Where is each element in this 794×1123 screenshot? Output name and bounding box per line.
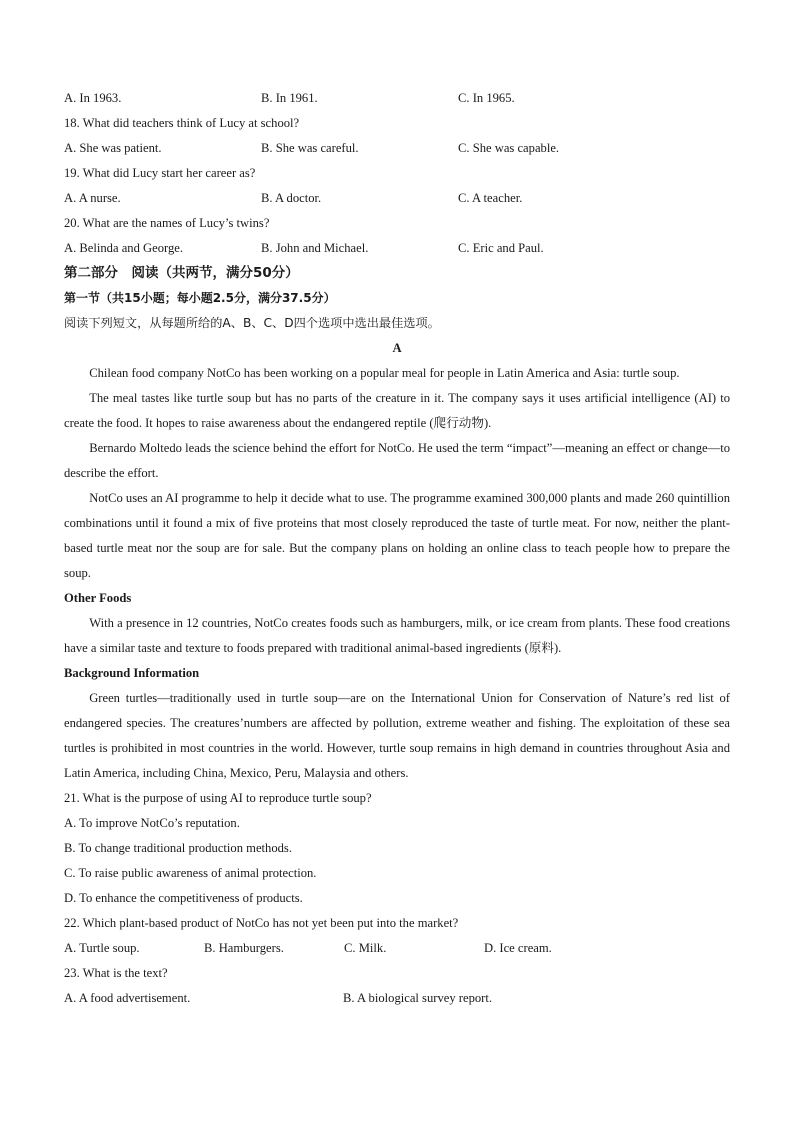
q22-option-b: B. Hamburgers. (204, 941, 284, 955)
q21-question: 21. What is the purpose of using AI to reproduce turtle soup? (64, 791, 372, 805)
other-foods-paragraph: With a presence in 12 countries, NotCo creates foods such as hamburgers, milk, or ice cream from plants. These food creations have a similar taste and texture to foods prepared with traditional animal-based ingredients (原料). (64, 616, 730, 655)
q20-option-a: A. Belinda and George. (64, 241, 184, 255)
q18-option-b: B. She was careful. (261, 141, 359, 155)
other-foods-heading: Other Foods (64, 591, 132, 605)
passage-paragraph-1: Chilean food company NotCo has been working on a popular meal for people in Latin America and Asia: turtle soup. (89, 366, 680, 380)
section1-instruction: 阅读下列短文，从每题所给的A、B、C、D四个选项中选出最佳选项。 (64, 316, 440, 330)
q18-option-a: A. She was patient. (64, 141, 162, 155)
q19-question: 19. What did Lucy start her career as? (64, 166, 256, 180)
q20-option-c: C. Eric and Paul. (458, 241, 544, 255)
q18-question: 18. What did teachers think of Lucy at school? (64, 116, 300, 130)
q19-options (64, 186, 730, 211)
q22-options (64, 936, 730, 961)
q19-option-b: B. A doctor. (261, 191, 322, 205)
q23-option-b: B. A biological survey report. (343, 991, 493, 1005)
passage-paragraph-4: NotCo uses an AI programme to help it decide what to use. The programme examined 300,000 plants and made 260 quintillion combinations until it found a mix of five proteins that most closely reproduced the taste of turtle meat. For now, neither the plant-based turtle meat nor the soup are for sale. But the company plans on holding an online class to teach people how to prepare the soup. (64, 491, 730, 580)
passage-label: A (392, 341, 402, 355)
part2-heading: 第二部分 阅读（共两节，满分50分） (64, 265, 299, 281)
q21-option-d: D. To enhance the competitiveness of products. (64, 891, 303, 905)
q17-option-c: C. In 1965. (458, 91, 515, 105)
exam-page (64, 86, 730, 1011)
q23-option-a: A. A food advertisement. (64, 991, 191, 1005)
q22-question: 22. Which plant-based product of NotCo has not yet been put into the market? (64, 916, 459, 930)
q23-options (64, 986, 730, 1011)
q17-options (64, 86, 730, 111)
q19-option-a: A. A nurse. (64, 191, 121, 205)
q17-option-b: B. In 1961. (261, 91, 318, 105)
q21-option-c: C. To raise public awareness of animal protection. (64, 866, 317, 880)
q20-question: 20. What are the names of Lucy’s twins? (64, 216, 270, 230)
q21-option-b: B. To change traditional production methods. (64, 841, 292, 855)
background-paragraph: Green turtles—traditionally used in turtle soup—are on the International Union for Conservation of Nature’s red list of endangered species. The creatures’numbers are affected by pollution, extreme weather and fishing. The exploitation of these sea turtles is prohibited in most countries in the world. However, turtle soup remains in high demand in countries throughout Asia and Latin America, including China, Mexico, Peru, Malaysia and others. (64, 691, 730, 780)
q23-question: 23. What is the text? (64, 966, 168, 980)
q20-options (64, 236, 730, 261)
q22-option-d: D. Ice cream. (484, 941, 552, 955)
passage-paragraph-3: Bernardo Moltedo leads the science behind the effort for NotCo. He used the term “impact”—meaning an effect or change—to describe the effort. (64, 441, 730, 480)
background-heading: Background Information (64, 666, 200, 680)
q22-option-a: A. Turtle soup. (64, 941, 140, 955)
q21-option-a: A. To improve NotCo’s reputation. (64, 816, 240, 830)
q22-option-c: C. Milk. (344, 941, 387, 955)
q20-option-b: B. John and Michael. (261, 241, 369, 255)
q19-option-c: C. A teacher. (458, 191, 523, 205)
passage-paragraph-2: The meal tastes like turtle soup but has no parts of the creature in it. The company says it uses artificial intelligence (AI) to create the food. It hopes to raise awareness about the endangered reptile (爬行动物). (64, 391, 730, 430)
q17-option-a: A. In 1963. (64, 91, 122, 105)
section1-heading: 第一节（共15小题；每小题2.5分，满分37.5分） (64, 291, 336, 305)
q18-options (64, 136, 730, 161)
q18-option-c: C. She was capable. (458, 141, 560, 155)
